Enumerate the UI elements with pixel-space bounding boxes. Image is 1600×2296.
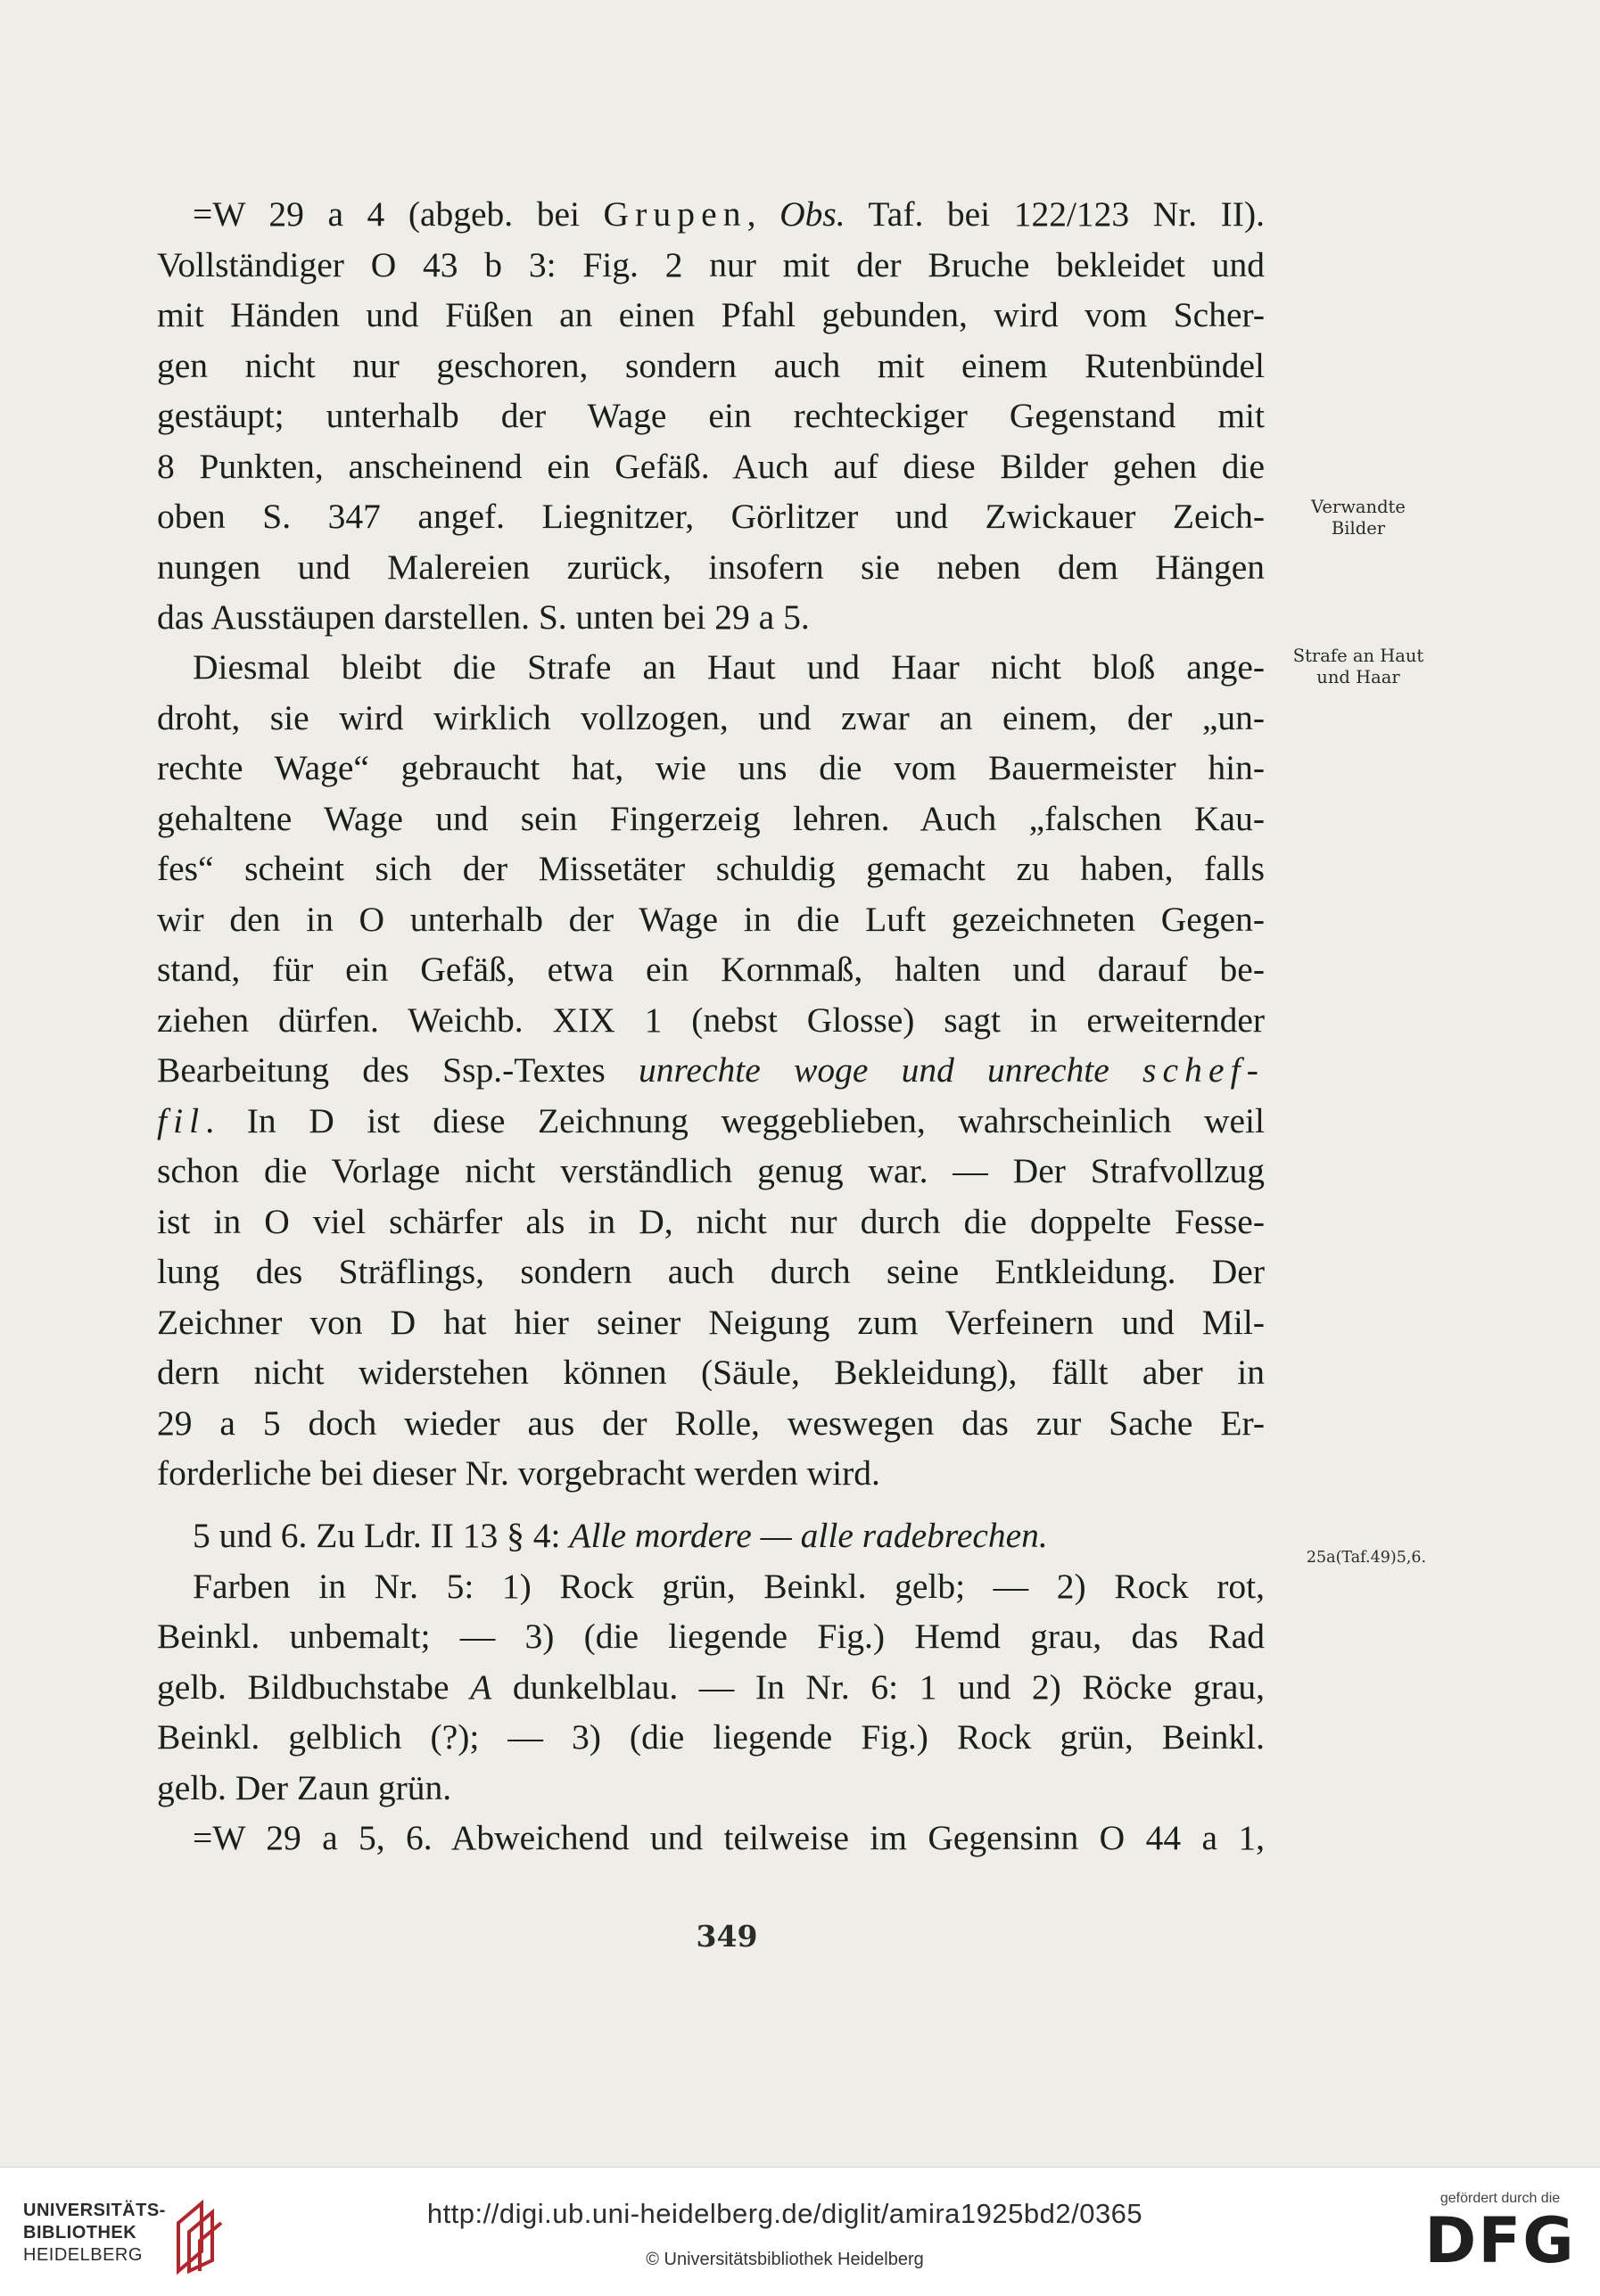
text-line: ist in O viel schärfer als in D, nicht nur durch die doppelte Fesse- xyxy=(157,1201,1265,1241)
text-line: Bearbeitung des Ssp.-Textes unrechte woge und unrechte schef- xyxy=(157,1050,1265,1090)
copyright-notice: © Universitätsbibliothek Heidelberg xyxy=(646,2250,924,2269)
margin-note-line: Verwandte xyxy=(1311,497,1406,517)
text-line: ziehen dürfen. Weichb. XIX 1 (nebst Glosse) sagt in erweiternder xyxy=(157,1000,1265,1040)
text-line: fes“ scheint sich der Missetäter schuldig gemacht zu haben, falls xyxy=(157,849,1265,888)
text-line: mit Händen und Füßen an einen Pfahl gebunden, wird vom Scher- xyxy=(157,295,1265,334)
text-line: =W 29 a 4 (abgeb. bei Grupen, Obs. Taf. bei 122/123 Nr. II). xyxy=(193,194,1265,234)
text-line: Beinkl. unbemalt; — 3) (die liegende Fig.) Hemd grau, das Rad xyxy=(157,1617,1265,1656)
margin-note-line: 25a(Taf.49)5,6. xyxy=(1306,1549,1427,1567)
library-name-line: HEIDELBERG xyxy=(23,2245,143,2265)
library-name xyxy=(23,2200,166,2267)
paragraph-3 xyxy=(157,1510,1265,1864)
text-line: 8 Punkten, anscheinend ein Gefäß. Auch auf diese Bilder gehen die xyxy=(157,446,1265,486)
dfg-funding-logo[interactable] xyxy=(1420,2191,1580,2280)
page-number: 349 xyxy=(696,1919,758,1954)
text-line: dern nicht widerstehen können (Säule, Bekleidung), fällt aber in xyxy=(157,1353,1265,1392)
margin-note-strafe xyxy=(1274,646,1443,688)
text-line: gestäupt; unterhalb der Wage ein rechteckiger Gegenstand mit xyxy=(157,396,1265,435)
margin-note-line: Strafe an Haut xyxy=(1292,646,1424,666)
margin-note-plate-ref xyxy=(1277,1547,1456,1568)
text-line: =W 29 a 5, 6. Abweichend und teilweise im Gegensinn O 44 a 1, xyxy=(193,1818,1265,1857)
margin-note-line: und Haar xyxy=(1316,667,1400,687)
text-line: fil. In D ist diese Zeichnung weggeblieben, wahrscheinlich weil xyxy=(157,1100,1265,1140)
text-line: oben S. 347 angef. Liegnitzer, Görlitzer und Zwickauer Zeich- xyxy=(157,497,1265,536)
text-line: schon die Vorlage nicht verständlich genug war. — Der Strafvollzug xyxy=(157,1151,1265,1190)
text-line: rechte Wage“ gebraucht hat, wie uns die vom Bauermeister hin- xyxy=(157,748,1265,787)
footer-bar xyxy=(0,2167,1600,2296)
text-line: Vollständiger O 43 b 3: Fig. 2 nur mit der Bruche bekleidet und xyxy=(157,244,1265,284)
margin-note-line: Bilder xyxy=(1331,518,1386,539)
text-line: Zeichner von D hat hier seiner Neigung zum Verfeinern und Mil- xyxy=(157,1302,1265,1342)
paragraph-2 xyxy=(157,642,1265,1499)
text-line: nungen und Malereien zurück, insofern sie neben dem Hängen xyxy=(157,547,1265,587)
library-name-line: UNIVERSITÄTS- xyxy=(23,2201,166,2220)
section-heading-line: 5 und 6. Zu Ldr. II 13 § 4: Alle mordere — alle radebrechen. xyxy=(193,1516,1048,1555)
dfg-logo-icon: DFG xyxy=(1424,2204,1576,2277)
margin-note-verwandte-bilder xyxy=(1274,497,1443,539)
library-name-line: BIBLIOTHEK xyxy=(23,2223,137,2243)
text-line: Farben in Nr. 5: 1) Rock grün, Beinkl. gelb; — 2) Rock rot, xyxy=(193,1566,1265,1606)
paragraph-1 xyxy=(157,189,1265,643)
text-line: droht, sie wird wirklich vollzogen, und zwar an einem, der „un- xyxy=(157,697,1265,737)
ub-emblem-icon xyxy=(166,2196,227,2275)
text-line: Beinkl. gelblich (?); — 3) (die liegende Fig.) Rock grün, Beinkl. xyxy=(157,1717,1265,1757)
text-line: gelb. Der Zaun grün. xyxy=(157,1767,452,1807)
text-line: lung des Sträflings, sondern auch durch seine Entkleidung. Der xyxy=(157,1252,1265,1291)
text-line: forderliche bei dieser Nr. vorgebracht werden wird. xyxy=(157,1453,880,1493)
text-line: das Ausstäupen darstellen. S. unten bei 29 a 5. xyxy=(157,597,810,637)
text-line: 29 a 5 doch wieder aus der Rolle, weswegen das zur Sache Er- xyxy=(157,1403,1265,1443)
text-line: gelb. Bildbuchstabe A dunkelblau. — In Nr. 6: 1 und 2) Röcke grau, xyxy=(157,1666,1265,1707)
permalink-url[interactable]: http://digi.ub.uni-heidelberg.de/diglit/amira1925bd2/0365 xyxy=(426,2198,1143,2229)
text-line: wir den in O unterhalb der Wage in die Luft gezeichneten Gegen- xyxy=(157,899,1265,939)
text-line: gen nicht nur geschoren, sondern auch mit einem Rutenbündel xyxy=(157,345,1265,385)
funding-label: gefördert durch die xyxy=(1439,2191,1561,2206)
ub-heidelberg-logo[interactable] xyxy=(23,2191,255,2280)
text-line: Diesmal bleibt die Strafe an Haut und Haar nicht bloß ange- xyxy=(193,647,1265,687)
text-line: gehaltene Wage und sein Fingerzeig lehren. Auch „falschen Kau- xyxy=(157,798,1265,838)
text-line: stand, für ein Gefäß, etwa ein Kornmaß, halten und darauf be- xyxy=(157,950,1265,989)
